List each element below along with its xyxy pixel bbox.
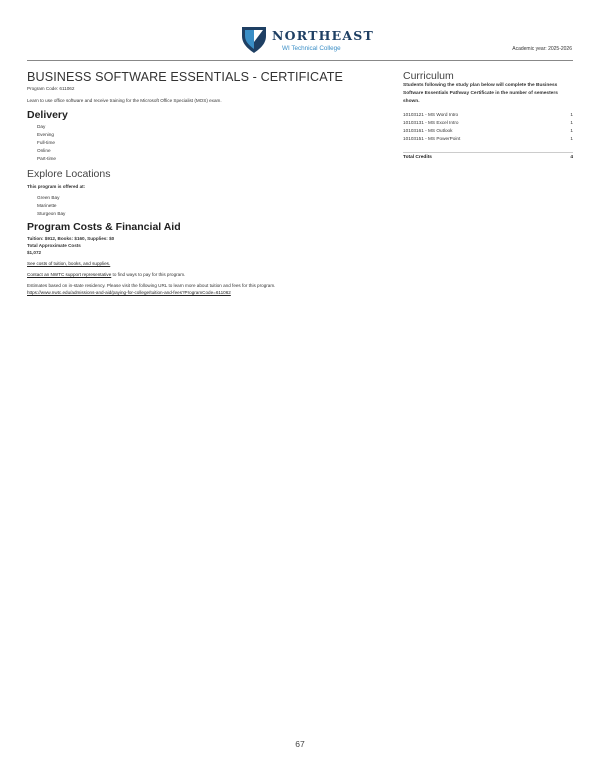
college-logo [240,24,374,54]
support-line [27,271,367,278]
list-item: Sturgeon Bay [37,211,66,216]
logo-subtitle: WI Technical College [282,45,341,52]
program-details [27,70,367,296]
estimate-note: Estimates based on in-state residency. Please visit the following URL to learn more about tuition and fees for this program. [27,283,276,288]
logo-name: NORTHEAST [272,28,374,43]
program-code: Program Code: 611062 [27,86,75,91]
course-name: 10103151 - MS PowerPoint [403,136,461,141]
curriculum-panel [403,70,573,163]
curriculum-intro: Students following the study plan below will complete the Business Software Essentials Pathway Certificate in the number of semesters shown. [403,83,558,104]
table-row [403,120,573,128]
list-item: Full-time [37,140,55,145]
program-description: Learn to use office software and receive training for the Microsoft Office Specialist (MOS) exam. [27,98,222,103]
course-credits: 1 [570,120,573,125]
header-divider [27,60,573,61]
support-text: to find ways to pay for this program. [111,272,186,277]
total-credits-label: Total Credits [403,155,432,160]
costs-heading: Program Costs & Financial Aid [27,221,181,233]
course-credits: 1 [570,136,573,141]
tuition-url-link[interactable]: https://www.nwtc.edu/admissions-and-aid/paying-for-college/tuition-and-fees?ProgramCode=611062 [27,290,231,295]
table-row [403,128,573,136]
course-credits: 1 [570,112,573,117]
shield-logo-icon [240,24,268,54]
locations-intro: This program is offered at: [27,184,86,189]
course-name: 10103161 - MS Outlook [403,128,453,133]
list-item: Marinette [37,203,57,208]
total-costs-label: Total Approximate Costs [27,243,81,248]
list-item: Online [37,148,51,153]
costs-link[interactable]: See costs of tuition, books, and supplies. [27,261,111,266]
list-item: Evening [37,132,54,137]
course-name: 10103131 - MS Excel Intro [403,120,459,125]
course-list [403,112,573,163]
page-header [0,0,600,62]
page-number: 67 [295,739,305,749]
support-link[interactable]: Contact an NWTC support representative [27,272,112,277]
total-credits-value: 4 [570,155,573,160]
list-item: Green Bay [37,195,60,200]
delivery-list [27,123,367,163]
page-title: BUSINESS SOFTWARE ESSENTIALS - CERTIFICATE [27,70,344,84]
course-name: 10103121 - MS Word Intro [403,112,459,117]
list-item: Day [37,124,46,129]
locations-heading: Explore Locations [27,168,111,180]
table-row [403,136,573,144]
costs-breakdown: Tuition: $912, Books: $160, Supplies: $0 [27,236,115,241]
locations-list [27,194,367,218]
curriculum-heading: Curriculum [403,70,454,82]
list-item: Part-time [37,156,57,161]
course-credits: 1 [570,128,573,133]
delivery-heading: Delivery [27,109,68,121]
total-credits-row [403,152,573,163]
academic-year: Academic year: 2025-2026 [512,46,572,52]
table-row [403,112,573,120]
total-costs-value: $1,072 [27,250,42,255]
